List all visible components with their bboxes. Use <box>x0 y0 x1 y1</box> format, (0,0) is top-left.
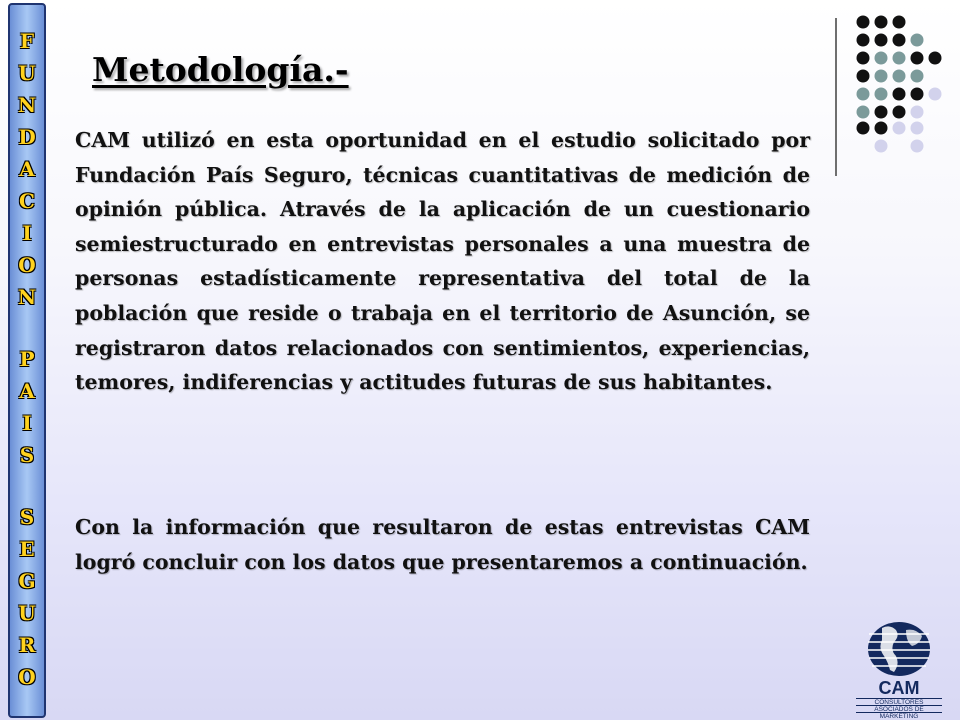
sidebar-letter: N <box>17 285 37 309</box>
decorative-dot <box>857 16 870 29</box>
decorative-dot <box>911 88 924 101</box>
decorative-dot <box>911 34 924 47</box>
decorative-dot <box>857 88 870 101</box>
decorative-dot <box>893 34 906 47</box>
decorative-dot <box>911 106 924 119</box>
sidebar-letter: S <box>19 443 35 467</box>
sidebar-letter: O <box>18 665 36 689</box>
decorative-dot <box>857 52 870 65</box>
decorative-dot <box>875 122 888 135</box>
sidebar-letter: O <box>18 253 36 277</box>
sidebar-letter: R <box>18 633 36 657</box>
decorative-dot <box>893 88 906 101</box>
decorative-dot <box>875 34 888 47</box>
sidebar-letter: F <box>19 29 35 53</box>
decorative-dot <box>929 52 942 65</box>
body-paragraph-1: CAM utilizó en esta oportunidad en el estudio solicitado por Fundación País Seguro, técnicas cuantitativas de medición de opinión pública. Através de la aplicación de un cuestionario semiestructurado en entrevistas personales a una muestra de personas estadísticamente representativa del total de la población que reside o trabaja en el territorio de Asunción, se registraron datos relacionados con sentimientos, experiencias, temores, indiferencias y actitudes futuras de sus habitantes. <box>75 128 810 395</box>
sidebar-letter: C <box>19 189 35 213</box>
decorative-dot <box>875 52 888 65</box>
decorative-dot <box>875 16 888 29</box>
decorative-dot <box>893 70 906 83</box>
sidebar-letter: A <box>19 157 35 181</box>
decorative-dot <box>857 122 870 135</box>
decorative-dot <box>875 70 888 83</box>
body-paragraph-2: Con la información que resultaron de estas entrevistas CAM logró concluir con los datos que presentaremos a continuación. <box>75 515 810 574</box>
sidebar-letter: P <box>19 347 35 371</box>
page-title: Metodología.- <box>92 50 349 89</box>
decorative-dot <box>857 34 870 47</box>
decorative-dot <box>911 140 924 153</box>
decorative-dot <box>857 70 870 83</box>
decorative-dot <box>857 106 870 119</box>
sidebar-letter: G <box>18 569 36 593</box>
logo-name: CAM <box>878 678 920 698</box>
sidebar-letter: N <box>17 93 37 117</box>
logo-subtitle-line: ASOCIADOS DE <box>856 705 942 714</box>
sidebar-letter: I <box>22 411 32 435</box>
decorative-dot <box>875 88 888 101</box>
decorative-dot <box>893 106 906 119</box>
sidebar-letter: U <box>18 601 36 625</box>
decorative-dot <box>929 88 942 101</box>
sidebar-letter: A <box>19 379 35 403</box>
logo-subtitle-line: CONSULTORES <box>856 698 942 707</box>
decorative-dot <box>893 16 906 29</box>
sidebar-letter: S <box>19 505 35 529</box>
cam-logo <box>856 620 942 720</box>
decorative-dot <box>875 140 888 153</box>
decorative-dot <box>911 70 924 83</box>
sidebar-letter: E <box>19 537 35 561</box>
decorative-dot <box>911 122 924 135</box>
decorative-dot-grid <box>0 0 960 200</box>
decorative-dot <box>893 122 906 135</box>
globe-icon <box>866 620 932 678</box>
decorative-dot <box>875 106 888 119</box>
decorative-dot <box>911 52 924 65</box>
sidebar-letter: I <box>22 221 32 245</box>
sidebar-letter: U <box>18 61 36 85</box>
sidebar-letter: D <box>18 125 36 149</box>
decorative-dot <box>893 52 906 65</box>
logo-subtitle-line: MARKETING <box>856 712 942 721</box>
